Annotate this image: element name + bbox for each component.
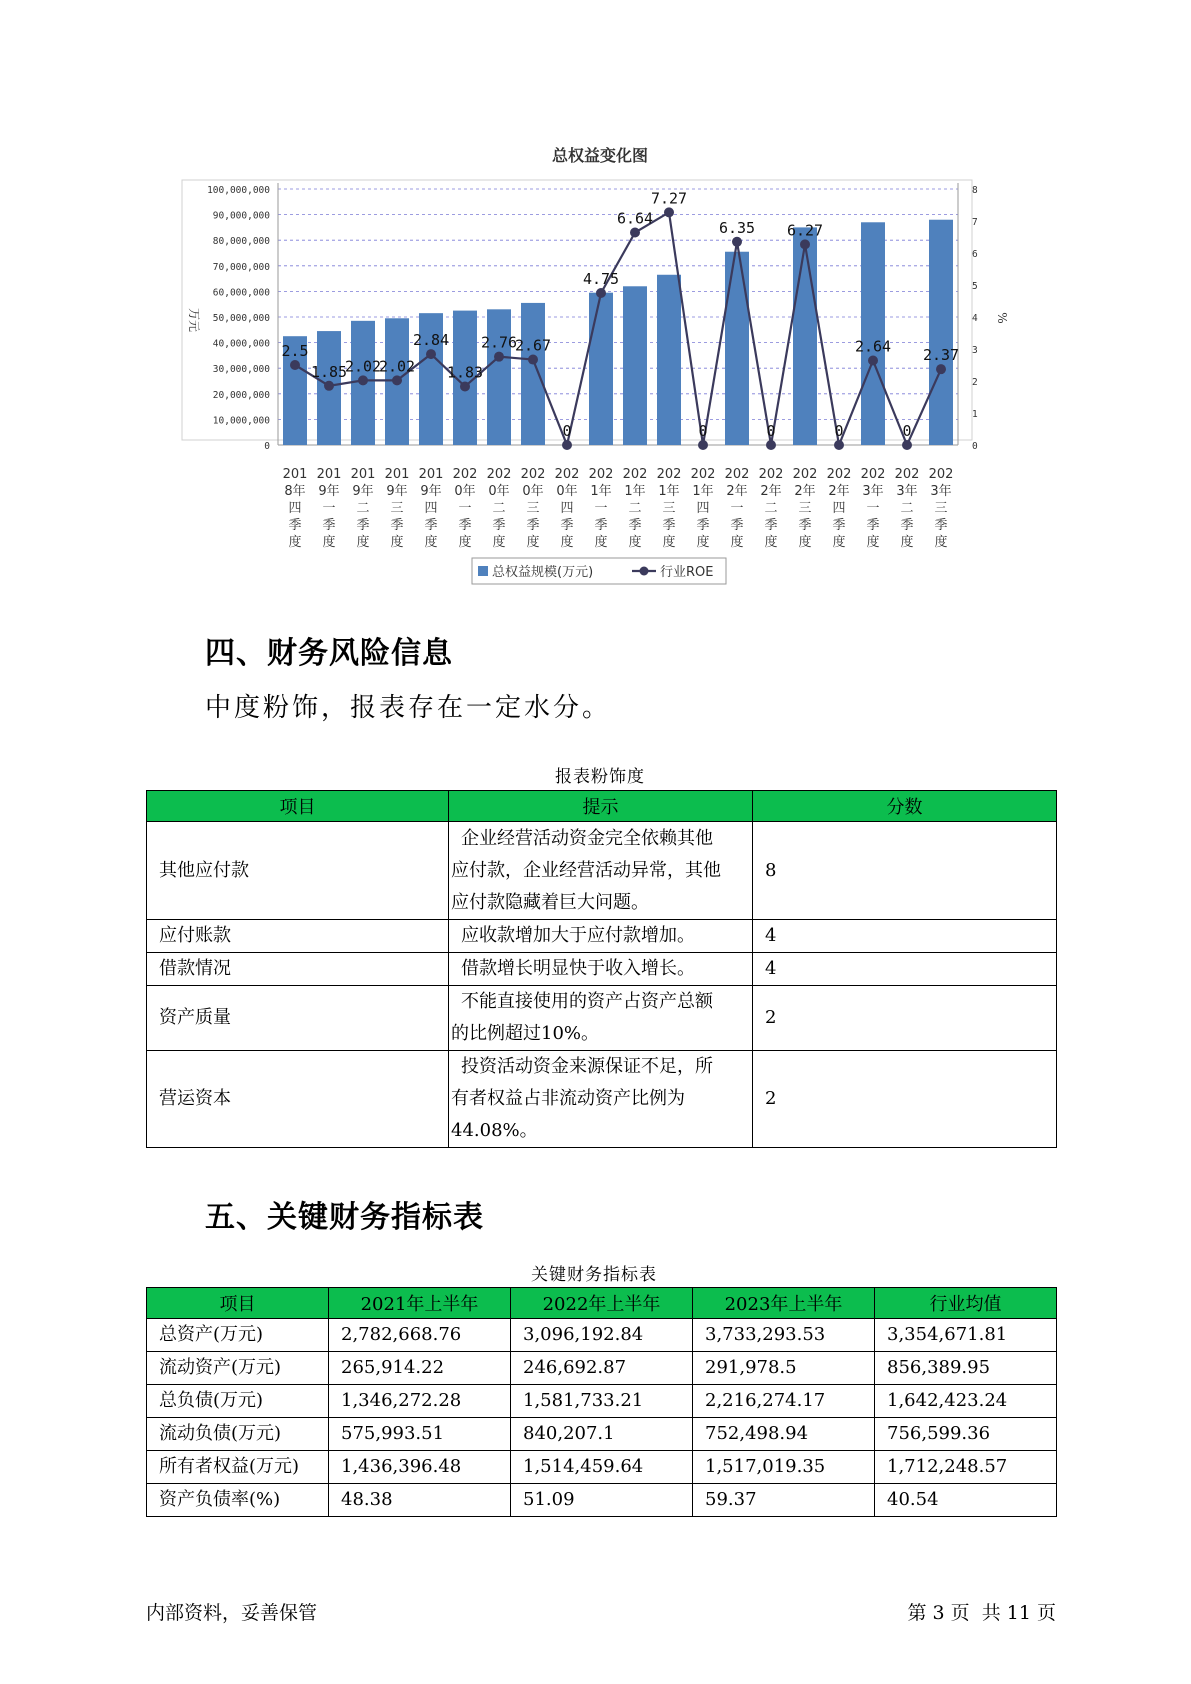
roe-data-label: 6.27 (786, 221, 824, 240)
x-tick-label: 202 2年三季度 (792, 467, 818, 550)
kpi-row (147, 1352, 1057, 1385)
risk-tip-line: 企业经营活动资金完全依赖其他 (461, 827, 713, 849)
risk-tip (449, 1051, 753, 1148)
risk-score: 2 (753, 1051, 1057, 1148)
kpi-value: 291,978.5 (693, 1352, 875, 1385)
roe-data-label: 0 (766, 422, 776, 440)
kpi-item: 总资产(万元) (147, 1319, 329, 1352)
kpi-table (146, 1287, 1057, 1517)
kpi-row (147, 1385, 1057, 1418)
kpi-item: 总负债(万元) (147, 1385, 329, 1418)
kpi-value: 1,436,396.48 (329, 1451, 511, 1484)
risk-tip (449, 822, 753, 920)
kpi-value: 246,692.87 (511, 1352, 693, 1385)
roe-data-label: 1.85 (310, 362, 348, 381)
kpi-item: 流动负债(万元) (147, 1418, 329, 1451)
bar (589, 293, 613, 445)
kpi-value: 265,914.22 (329, 1352, 511, 1385)
kpi-header: 2022年上半年 (511, 1288, 693, 1319)
kpi-row (147, 1319, 1057, 1352)
x-tick-label: 202 0年一季度 (452, 467, 478, 550)
kpi-row (147, 1451, 1057, 1484)
risk-row (147, 822, 1057, 920)
footer-page-number: 第 3 页 共 11 页 (907, 1602, 1056, 1624)
right-axis-tick-label: 6 (972, 249, 978, 260)
kpi-header: 2023年上半年 (693, 1288, 875, 1319)
right-axis-tick-label: 4 (972, 313, 978, 324)
legend-line-marker (640, 567, 649, 576)
left-axis-title: 万元 (187, 307, 201, 333)
risk-row (147, 986, 1057, 1051)
roe-point (392, 375, 402, 385)
risk-item: 其他应付款 (147, 822, 449, 920)
roe-point (936, 364, 946, 374)
roe-data-label: 2.02 (378, 357, 416, 376)
kpi-value: 2,782,668.76 (329, 1319, 511, 1352)
bar (725, 252, 749, 445)
roe-data-label: 0 (562, 422, 572, 440)
roe-data-label: 4.75 (582, 270, 620, 288)
kpi-item: 流动资产(万元) (147, 1352, 329, 1385)
kpi-value: 575,993.51 (329, 1418, 511, 1451)
roe-point (290, 360, 300, 370)
bar (929, 220, 953, 445)
kpi-value: 3,733,293.53 (693, 1319, 875, 1352)
x-tick-label: 202 1年三季度 (656, 467, 682, 550)
left-axis-tick-label: 80,000,000 (212, 236, 270, 248)
bar (623, 286, 647, 445)
risk-item: 应付账款 (147, 920, 449, 953)
roe-data-label: 7.27 (650, 189, 688, 208)
risk-tip (449, 986, 753, 1051)
roe-point (834, 440, 844, 450)
section5-title: 五、关键财务指标表 (205, 1200, 484, 1235)
kpi-value: 752,498.94 (693, 1418, 875, 1451)
bar (487, 309, 511, 445)
section4-text: 中度粉饰，报表存在一定水分。 (205, 693, 612, 723)
roe-point (358, 375, 368, 385)
bar (861, 222, 885, 445)
kpi-value: 3,096,192.84 (511, 1319, 693, 1352)
risk-table (146, 790, 1057, 1148)
x-tick-label: 202 2年二季度 (758, 467, 784, 550)
right-axis-tick-label: 1 (972, 409, 978, 420)
roe-data-label: 6.35 (718, 218, 756, 237)
x-tick-label: 202 2年一季度 (724, 467, 750, 550)
x-tick-label: 201 9年三季度 (384, 467, 410, 550)
roe-data-label: 6.64 (616, 209, 654, 228)
kpi-header: 2021年上半年 (329, 1288, 511, 1319)
section4-title: 四、财务风险信息 (205, 636, 453, 671)
x-tick-label: 202 1年一季度 (588, 467, 614, 550)
kpi-value: 51.09 (511, 1484, 693, 1517)
kpi-row (147, 1484, 1057, 1517)
right-axis-tick-label: 7 (972, 217, 978, 228)
kpi-header: 行业均值 (875, 1288, 1057, 1319)
risk-tip (449, 920, 753, 953)
right-axis-tick-label: 2 (972, 377, 978, 388)
right-axis-tick-label: 0 (972, 441, 978, 452)
left-axis-tick-label: 20,000,000 (212, 389, 270, 401)
risk-tip-line: 应付款隐藏着巨大问题。 (451, 891, 649, 913)
bar (793, 227, 817, 445)
roe-point (324, 381, 334, 391)
roe-point (562, 440, 572, 450)
roe-data-label: 2.37 (922, 346, 960, 365)
risk-score: 4 (753, 920, 1057, 953)
roe-data-label: 0 (698, 422, 708, 440)
roe-data-label: 2.02 (344, 357, 382, 376)
roe-data-label: 0 (902, 422, 912, 440)
roe-data-label: 2.67 (514, 336, 552, 355)
kpi-value: 1,346,272.28 (329, 1385, 511, 1418)
risk-tip-line: 有者权益占非流动资产比例为 (451, 1088, 685, 1109)
risk-tip-line: 不能直接使用的资产占资产总额 (461, 991, 713, 1012)
kpi-header: 项目 (147, 1288, 329, 1319)
risk-tip (449, 953, 753, 986)
bar (521, 303, 545, 445)
right-axis-tick-label: 8 (972, 185, 978, 196)
roe-point (902, 440, 912, 450)
kpi-value: 59.37 (693, 1484, 875, 1517)
chart-title: 总权益变化图 (551, 146, 649, 165)
risk-tip-line: 的比例超过10%。 (451, 1023, 600, 1044)
roe-point (698, 440, 708, 450)
left-axis-tick-label: 30,000,000 (212, 364, 270, 376)
risk-tip-line: 应付款，企业经营活动异常，其他 (451, 859, 721, 881)
x-tick-label: 201 9年一季度 (316, 467, 342, 550)
roe-point (426, 349, 436, 359)
roe-point (596, 288, 606, 298)
legend-line-label: 行业ROE (660, 565, 714, 580)
risk-score: 4 (753, 953, 1057, 986)
risk-row (147, 953, 1057, 986)
roe-point (800, 239, 810, 249)
x-tick-label: 202 0年三季度 (520, 467, 546, 550)
roe-point (732, 237, 742, 247)
left-axis-tick-label: 10,000,000 (212, 415, 270, 427)
left-axis-tick-label: 60,000,000 (212, 287, 270, 299)
kpi-value: 840,207.1 (511, 1418, 693, 1451)
x-tick-label: 202 3年三季度 (928, 467, 954, 550)
left-axis-tick-label: 40,000,000 (212, 338, 270, 350)
kpi-value: 48.38 (329, 1484, 511, 1517)
risk-row (147, 920, 1057, 953)
roe-data-label: 2.84 (412, 331, 450, 350)
kpi-value: 756,599.36 (875, 1418, 1057, 1451)
x-tick-label: 202 1年二季度 (622, 467, 648, 550)
x-tick-label: 202 3年一季度 (860, 467, 886, 550)
left-axis-tick-label: 100,000,000 (207, 185, 270, 196)
risk-score: 2 (753, 986, 1057, 1051)
right-axis-title: % (995, 312, 1009, 324)
risk-row (147, 1051, 1057, 1148)
roe-point (766, 440, 776, 450)
kpi-item: 资产负债率(%) (147, 1484, 329, 1517)
kpi-value: 1,517,019.35 (693, 1451, 875, 1484)
x-tick-label: 202 3年二季度 (894, 467, 920, 550)
x-tick-label: 201 9年二季度 (350, 467, 376, 550)
right-axis-tick-label: 5 (972, 281, 978, 292)
x-tick-label: 201 8年四季度 (282, 467, 308, 550)
kpi-value: 1,712,248.57 (875, 1451, 1057, 1484)
kpi-row (147, 1418, 1057, 1451)
legend-bar-swatch (478, 566, 488, 576)
bar (657, 275, 681, 445)
equity-chart (0, 0, 1191, 600)
risk-tip-line: 应收款增加大于应付款增加。 (461, 925, 695, 946)
roe-point (494, 352, 504, 362)
kpi-value: 1,642,423.24 (875, 1385, 1057, 1418)
legend-bar-label: 总权益规模(万元) (492, 565, 594, 580)
roe-data-label: 2.76 (480, 333, 518, 352)
x-tick-label: 202 0年四季度 (554, 467, 580, 550)
roe-data-label: 2.64 (854, 337, 892, 356)
roe-data-label: 1.83 (446, 363, 484, 382)
risk-header-item: 项目 (147, 791, 449, 822)
risk-tip-line: 投资活动资金来源保证不足，所 (461, 1056, 713, 1077)
risk-tip-line: 44.08%。 (451, 1120, 538, 1141)
risk-header-tip: 提示 (449, 791, 753, 822)
risk-header-score: 分数 (753, 791, 1057, 822)
kpi-value: 3,354,671.81 (875, 1319, 1057, 1352)
risk-item: 借款情况 (147, 953, 449, 986)
kpi-item: 所有者权益(万元) (147, 1451, 329, 1484)
risk-tip-line: 借款增长明显快于收入增长。 (461, 958, 695, 979)
kpi-value: 1,514,459.64 (511, 1451, 693, 1484)
kpi-value: 2,216,274.17 (693, 1385, 875, 1418)
left-axis-tick-label: 0 (264, 441, 270, 452)
kpi-value: 1,581,733.21 (511, 1385, 693, 1418)
left-axis-tick-label: 50,000,000 (212, 313, 270, 324)
x-tick-label: 202 2年四季度 (826, 467, 852, 550)
roe-data-label: 2.5 (281, 342, 309, 360)
roe-data-label: 0 (834, 422, 844, 440)
x-tick-label: 201 9年四季度 (418, 467, 444, 550)
kpi-table-caption: 关键财务指标表 (531, 1265, 657, 1285)
roe-point (460, 381, 470, 391)
roe-point (528, 355, 538, 365)
kpi-value: 40.54 (875, 1484, 1057, 1517)
kpi-value: 856,389.95 (875, 1352, 1057, 1385)
x-tick-label: 202 0年二季度 (486, 467, 512, 550)
right-axis-tick-label: 3 (972, 345, 978, 356)
footer-left: 内部资料，妥善保管 (146, 1602, 318, 1624)
roe-point (664, 207, 674, 217)
x-tick-label: 202 1年四季度 (690, 467, 716, 550)
left-axis-tick-label: 70,000,000 (212, 261, 270, 273)
roe-point (630, 228, 640, 238)
roe-point (868, 356, 878, 366)
risk-score: 8 (753, 822, 1057, 920)
risk-table-caption: 报表粉饰度 (555, 767, 645, 787)
left-axis-tick-label: 90,000,000 (212, 210, 270, 222)
risk-item: 资产质量 (147, 986, 449, 1051)
risk-item: 营运资本 (147, 1051, 449, 1148)
